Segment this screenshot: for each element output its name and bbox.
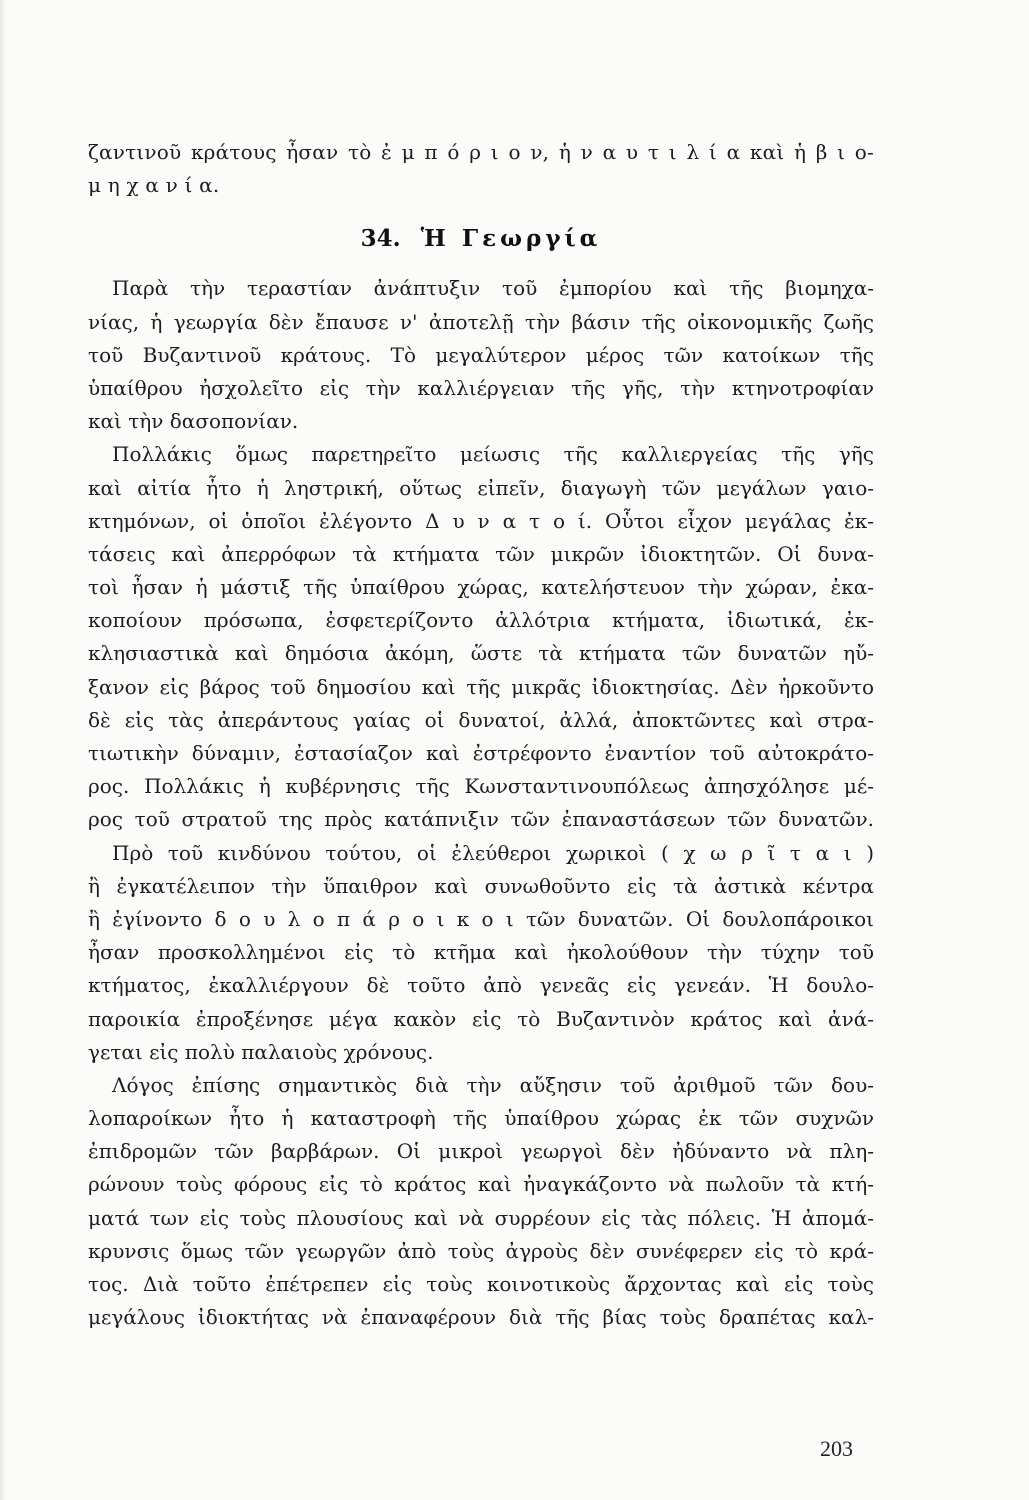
text-line: ὑπαίθρου ἠσχολεῖτο εἰς τὴν καλλιέργειαν τῆς γῆς, τὴν κτηνοτροφίαν: [88, 375, 874, 400]
text-line: κρυνσις ὅμως τῶν γεωργῶν ἀπὸ τοὺς ἀγροὺς δὲν συνέφερεν εἰς τὸ κρά-: [88, 1238, 874, 1263]
text-line: τοὶ ἦσαν ἡ μάστιξ τῆς ὑπαίθρου χώρας, κατελήστευον τὴν χώραν, ἐκα-: [88, 575, 874, 600]
text-line: τιωτικὴν δύναμιν, ἐστασίαζον καὶ ἐστρέφοντο ἐναντίον τοῦ αὐτοκράτο-: [88, 741, 874, 765]
paragraph-4: [88, 1069, 874, 1335]
text-line: καὶ αἰτία ἦτο ἡ ληστρική, οὕτως εἰπεῖν, διαγωγὴ τῶν μεγάλων γαιο-: [88, 475, 874, 500]
paragraph-3: [88, 837, 874, 1069]
text-line: νίας, ἡ γεωργία δὲν ἔπαυσε ν' ἀποτελῇ τὴν βάσιν τῆς οἰκονομικῆς ζωῆς: [88, 309, 874, 334]
text-line: ρος τοῦ στρατοῦ της πρὸς κατάπνιξιν τῶν ἐπαναστάσεων τῶν δυνατῶν.: [88, 807, 874, 832]
intro-paragraph: [88, 136, 874, 202]
section-heading: [88, 204, 874, 274]
page-text: [88, 136, 874, 1334]
text-line: Λόγος ἐπίσης σημαντικὸς διὰ τὴν αὔξησιν τοῦ ἀριθμοῦ τῶν δου-: [112, 1072, 874, 1097]
section-title: Ἡ Γεωργία: [420, 225, 602, 253]
text-line: κλησιαστικὰ καὶ δημόσια ἀκόμη, ὥστε τὰ κτήματα τῶν δυνατῶν ηὔ-: [88, 641, 874, 666]
text-line: Πολλάκις ὅμως παρετηρεῖτο μείωσις τῆς καλλιεργείας τῆς γῆς: [112, 442, 874, 467]
text-line: μεγάλους ἰδιοκτήτας νὰ ἐπαναφέρουν διὰ τῆς βίας τοὺς δραπέτας καλ-: [88, 1305, 874, 1330]
text-line: κτήματος, ἐκαλλιέργουν δὲ τοῦτο ἀπὸ γενεᾶς εἰς γενεάν. Ἡ δουλο-: [88, 973, 874, 998]
text-line: παροικία ἐπροξένησε μέγα κακὸν εἰς τὸ Βυζαντινὸν κράτος καὶ ἀνά-: [88, 1006, 874, 1031]
text-line: ματά των εἰς τοὺς πλουσίους καὶ νὰ συρρέουν εἰς τὰς πόλεις. Ἡ ἀπομά-: [88, 1205, 874, 1230]
paragraph-1: [88, 272, 874, 438]
text-line: ἐπιδρομῶν τῶν βαρβάρων. Οἱ μικροὶ γεωργοὶ δὲν ἠδύναντο νὰ πλη-: [88, 1139, 874, 1164]
text-line: λοπαροίκων ἦτο ἡ καταστροφὴ τῆς ὑπαίθρου χώρας ἐκ τῶν συχνῶν: [88, 1106, 874, 1131]
text-line: κοποίουν πρόσωπα, ἐσφετερίζοντο ἀλλότρια κτήματα, ἰδιωτικά, ἐκ-: [88, 608, 874, 633]
text-line: γεται εἰς πολὺ παλαιοὺς χρόνους.: [88, 1039, 434, 1064]
paragraph-2: [88, 438, 874, 836]
text-line: ρώνουν τοὺς φόρους εἰς τὸ κράτος καὶ ἠναγκάζοντο νὰ πωλοῦν τὰ κτή-: [88, 1172, 874, 1197]
text-line: μ η χ α ν ί α.: [88, 173, 220, 198]
text-line: Πρὸ τοῦ κινδύνου τούτου, οἱ ἐλεύθεροι χωρικοὶ ( χ ω ρ ῖ τ α ι ): [112, 840, 874, 865]
text-line: κτημόνων, οἱ ὁποῖοι ἐλέγοντο Δ υ ν α τ ο ί. Οὗτοι εἶχον μεγάλας ἐκ-: [88, 508, 874, 533]
text-line: δὲ εἰς τὰς ἀπεράντους γαίας οἱ δυνατοί, ἀλλά, ἀποκτῶντες καὶ στρα-: [88, 707, 874, 732]
page-gutter-shadow: [0, 0, 6, 1500]
text-line: ἢ ἐγκατέλειπον τὴν ὕπαιθρον καὶ συνωθοῦντο εἰς τὰ ἀστικὰ κέντρα: [88, 873, 874, 898]
text-line: τος. Διὰ τοῦτο ἐπέτρεπεν εἰς τοὺς κοινοτικοὺς ἄρχοντας καὶ εἰς τοὺς: [88, 1272, 874, 1296]
text-line: ζαντινοῦ κράτους ἦσαν τὸ ἐ μ π ό ρ ι ο ν, ἡ ν α υ τ ι λ ί α καὶ ἡ β ι ο-: [88, 140, 874, 164]
text-line: ἦσαν προσκολλημένοι εἰς τὸ κτῆμα καὶ ἠκολούθουν τὴν τύχην τοῦ: [88, 940, 874, 965]
text-line: ρος. Πολλάκις ἡ κυβέρνησις τῆς Κωνσταντινουπόλεως ἀπησχόλησε μέ-: [88, 774, 874, 799]
text-line: τοῦ Βυζαντινοῦ κράτους. Τὸ μεγαλύτερον μέρος τῶν κατοίκων τῆς: [88, 342, 874, 367]
text-line: ξανον εἰς βάρος τοῦ δημοσίου καὶ τῆς μικρᾶς ἰδιοκτησίας. Δὲν ἠρκοῦντο: [88, 674, 874, 699]
text-line: ἢ ἐγίνοντο δ ο υ λ ο π ά ρ ο ι κ ο ι τῶν δυνατῶν. Οἱ δουλοπάροικοι: [88, 906, 874, 931]
section-body: [88, 272, 874, 1334]
text-line: καὶ τὴν δασοπονίαν.: [88, 409, 299, 434]
text-line: τάσεις καὶ ἀπερρόφων τὰ κτήματα τῶν μικρῶν ἰδιοκτητῶν. Οἱ δυνα-: [88, 541, 874, 566]
page-number: 203: [820, 1436, 853, 1461]
text-line: Παρὰ τὴν τεραστίαν ἀνάπτυξιν τοῦ ἐμπορίου καὶ τῆς βιομηχα-: [112, 276, 874, 301]
section-number: 34.: [360, 225, 401, 253]
